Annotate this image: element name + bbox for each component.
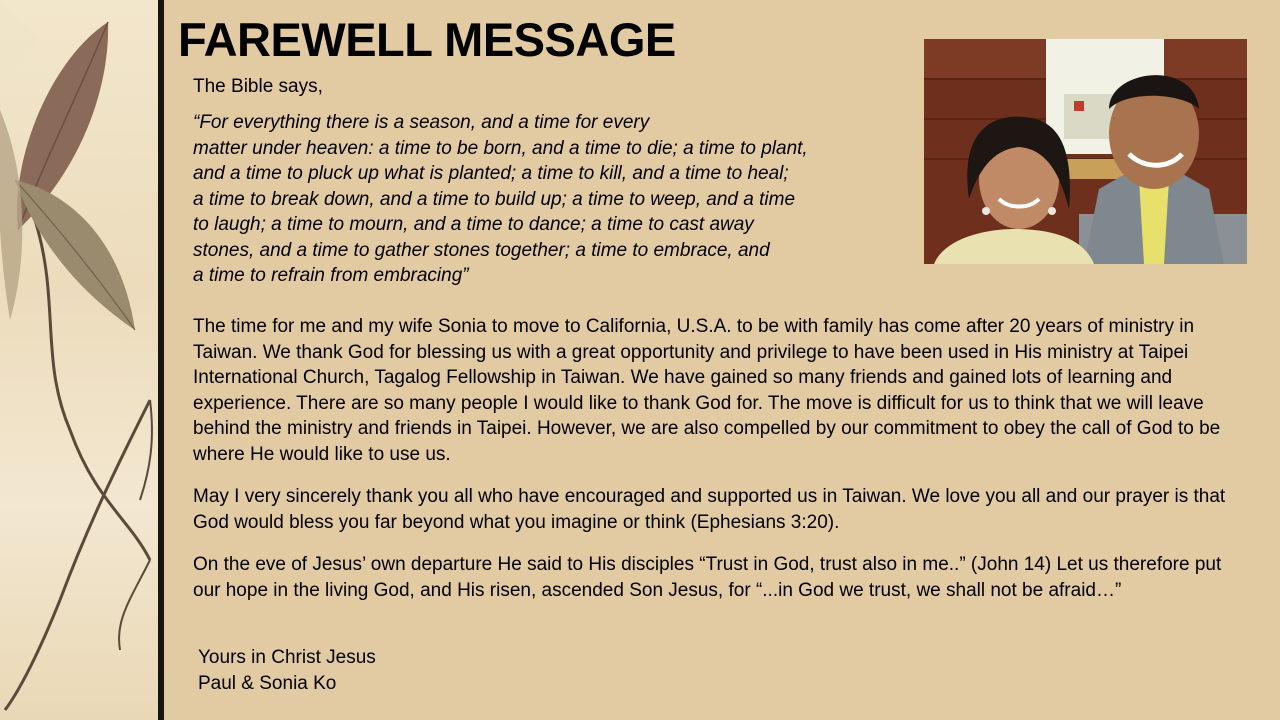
couple-photo (924, 39, 1247, 264)
signature-names: Paul & Sonia Ko (198, 673, 337, 694)
leaf-branch-illustration (0, 0, 158, 720)
closing-signature (198, 645, 376, 697)
closing-line: Yours in Christ Jesus (198, 647, 376, 668)
decorative-leaf-panel (0, 0, 158, 720)
intro-text: The Bible says, (193, 76, 323, 97)
message-paragraph: The time for me and my wife Sonia to move to California, U.S.A. to be with family has come after 20 years of ministry in Taiwan. We thank God for blessing us with a great opportunity and privilege to have been used in His ministry at Taipei International Church, Tagalog Fellowship in Taiwan. We have gained so many friends and gained lots of learning and experience. There are so many people I would like to thank God for. The move is difficult for us to think that we will leave behind the ministry and friends in Taipei. However, we are also compelled by our commitment to obey the call of God to be where He would like to use us. (193, 316, 1221, 465)
bible-verse-quote: “For everything there is a season, and a time for every matter under heaven: a time to be born, and a time to die; a time to plant, and a time to pluck up what is planted; a time to kill, and a time to heal; a time to break down, and a time to build up; a time to weep, and a time to laugh; a time to mourn, and a time to dance; a time to cast away stones, and a time to gather stones together; a time to embrace, and a time to refrain from embracing” (193, 112, 808, 286)
message-paragraph: On the eve of Jesus’ own departure He said to His disciples “Trust in God, trust also in me..” (John 14) Let us therefore put our hope in the living God, and His risen, ascended Son Jesus, for “...in God we trust, we shall not be afraid…” (193, 554, 1222, 601)
message-paragraph: May I very sincerely thank you all who have encouraged and supported us in Taiwan. We love you all and our prayer is that God would bless you far beyond what you imagine or think (Ephesians 3:20). (193, 486, 1226, 533)
page-title: FAREWELL MESSAGE (178, 13, 676, 66)
vertical-divider (158, 0, 164, 720)
